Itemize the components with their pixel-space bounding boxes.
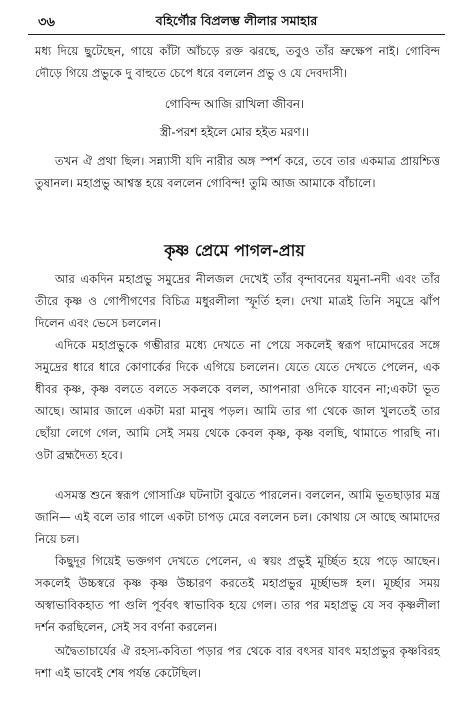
verse-line-1: গোবিন্দ আজি রাখিলা জীবন। — [164, 97, 305, 111]
paragraph-1: মধ্য দিয়ে ছুটেছেন, গায়ে কাঁটা আঁচড়ে রক্ত ঝরছে, তবুও তাঁর ভ্রুক্ষেপ নাই। গোবিন্দ দৌড়ে গিয়ে প্রভুকে দু বাহুতে চেপে ধরে বললেন প্রভু ও যে দেবদাসী। — [35, 44, 440, 80]
paragraph-5-block — [35, 484, 440, 550]
paragraph-2: তখন ঐ প্রথা ছিল। সন্ন্যাসী যদি নারীর অঙ্গ স্পর্শ করে, তবে তার একমাত্র প্রায়শ্চিত্ত তুষানল। মহাপ্রভু আশ্বস্ত হয়ে বললেন গোবিন্দ! তুমি আজ আমাকে বাঁচালে। — [35, 154, 440, 190]
paragraph-6-block — [35, 550, 440, 638]
paragraph-7: অদ্বৈতাচার্যের ঐ রহস্য-কবিতা পড়ার পর থেকে বার বৎসর যাবৎ মহাপ্রভুর কৃষ্ণবিরহ দশা এই ভাবেই শেষ পর্যন্ত কেটেছিল। — [35, 644, 440, 680]
section-heading: কৃষ্ণ প্রেমে পাগল-প্রায় — [164, 241, 305, 260]
paragraph-3: আর একদিন মহাপ্রভু সমুদ্রের নীলজল দেখেই তাঁর বৃন্দাবনের যমুনা-নদী এবং তাঁর তীরে কৃষ্ণ ও গোপীগণের বিচিত্র মধুরলীলা স্ফূর্তি হল। দেখা মাত্রই তিনি সমুদ্রে ঝাঁপ দিলেন এবং ভেসে চললেন। — [35, 272, 440, 330]
paragraph-3-block — [35, 268, 440, 334]
running-title: বহির্গৌর বিপ্রলম্ভ লীলার সমাহার — [155, 13, 318, 28]
paragraph-2-block — [35, 150, 440, 194]
paragraph-4-block — [35, 334, 440, 466]
paragraph-7-block — [35, 640, 440, 684]
paragraph-4: এদিকে মহাপ্রভুকে গম্ভীরার মধ্যে দেখতে না পেয়ে সকলেই স্বরূপ দামোদরের সঙ্গে সমুদ্রের ধারে ধারে কোণার্কের দিকে এগিয়ে চললেন। যেতে যেতে দেখতে পেলেন, এক ধীবর কৃষ্ণ, কৃষ্ণ বলতে বলতে সকলকে বলল, আপনারা ওদিকে যাবেন না;একটা ভূত আছে। আমার জালে একটা মরা মানুষ পড়ল। আমি তার গা থেকে জাল খুলতেই তার ছোঁয়া লেগে গেল, আমি সেই সময় থেকে কেবল কৃষ্ণ, কৃষ্ণ বলছি, থামাতে পারছি না। ওটা ব্রহ্মদৈত্য হবে। — [35, 338, 440, 462]
verse-line-2: স্ত্রী-পরশ হইলে মোর হইত মরণ।। — [159, 125, 310, 139]
paragraph-1-block — [35, 40, 440, 84]
page-number: ৩৬ — [38, 15, 55, 30]
paragraph-5: এসমস্ত শুনে স্বরূপ গোসাঞি ঘটনাটা বুঝতে পারলেন। বললেন, আমি ভূতছাড়ার মন্ত্র জানি— এই বলে তার গালে একটা চাপড় মেরে বললেন চল। কোথায় সে আছে আমাদের নিয়ে চল। — [35, 488, 440, 546]
paragraph-6: কিছুদূর গিয়েই ভক্তগণ দেখতে পেলেন, এ স্বয়ং প্রভুই মূর্চ্ছিত হয়ে পড়ে আছেন। সকলেই উচ্চস্বরে কৃষ্ণ কৃষ্ণ উচ্চারণ করতেই মহাপ্রভুর মূর্চ্ছাভঙ্গ হল। মূর্চ্ছার সময় অস্বাভাবিকহাত পা গুলি পূর্ববৎ স্বাভাবিক হয়ে গেল। তার পর মহাপ্রভু যে সব কৃষ্ণলীলা দর্শন করছিলেন, সেই সব বর্ণনা করলেন। — [35, 554, 440, 634]
page-header — [28, 8, 445, 35]
